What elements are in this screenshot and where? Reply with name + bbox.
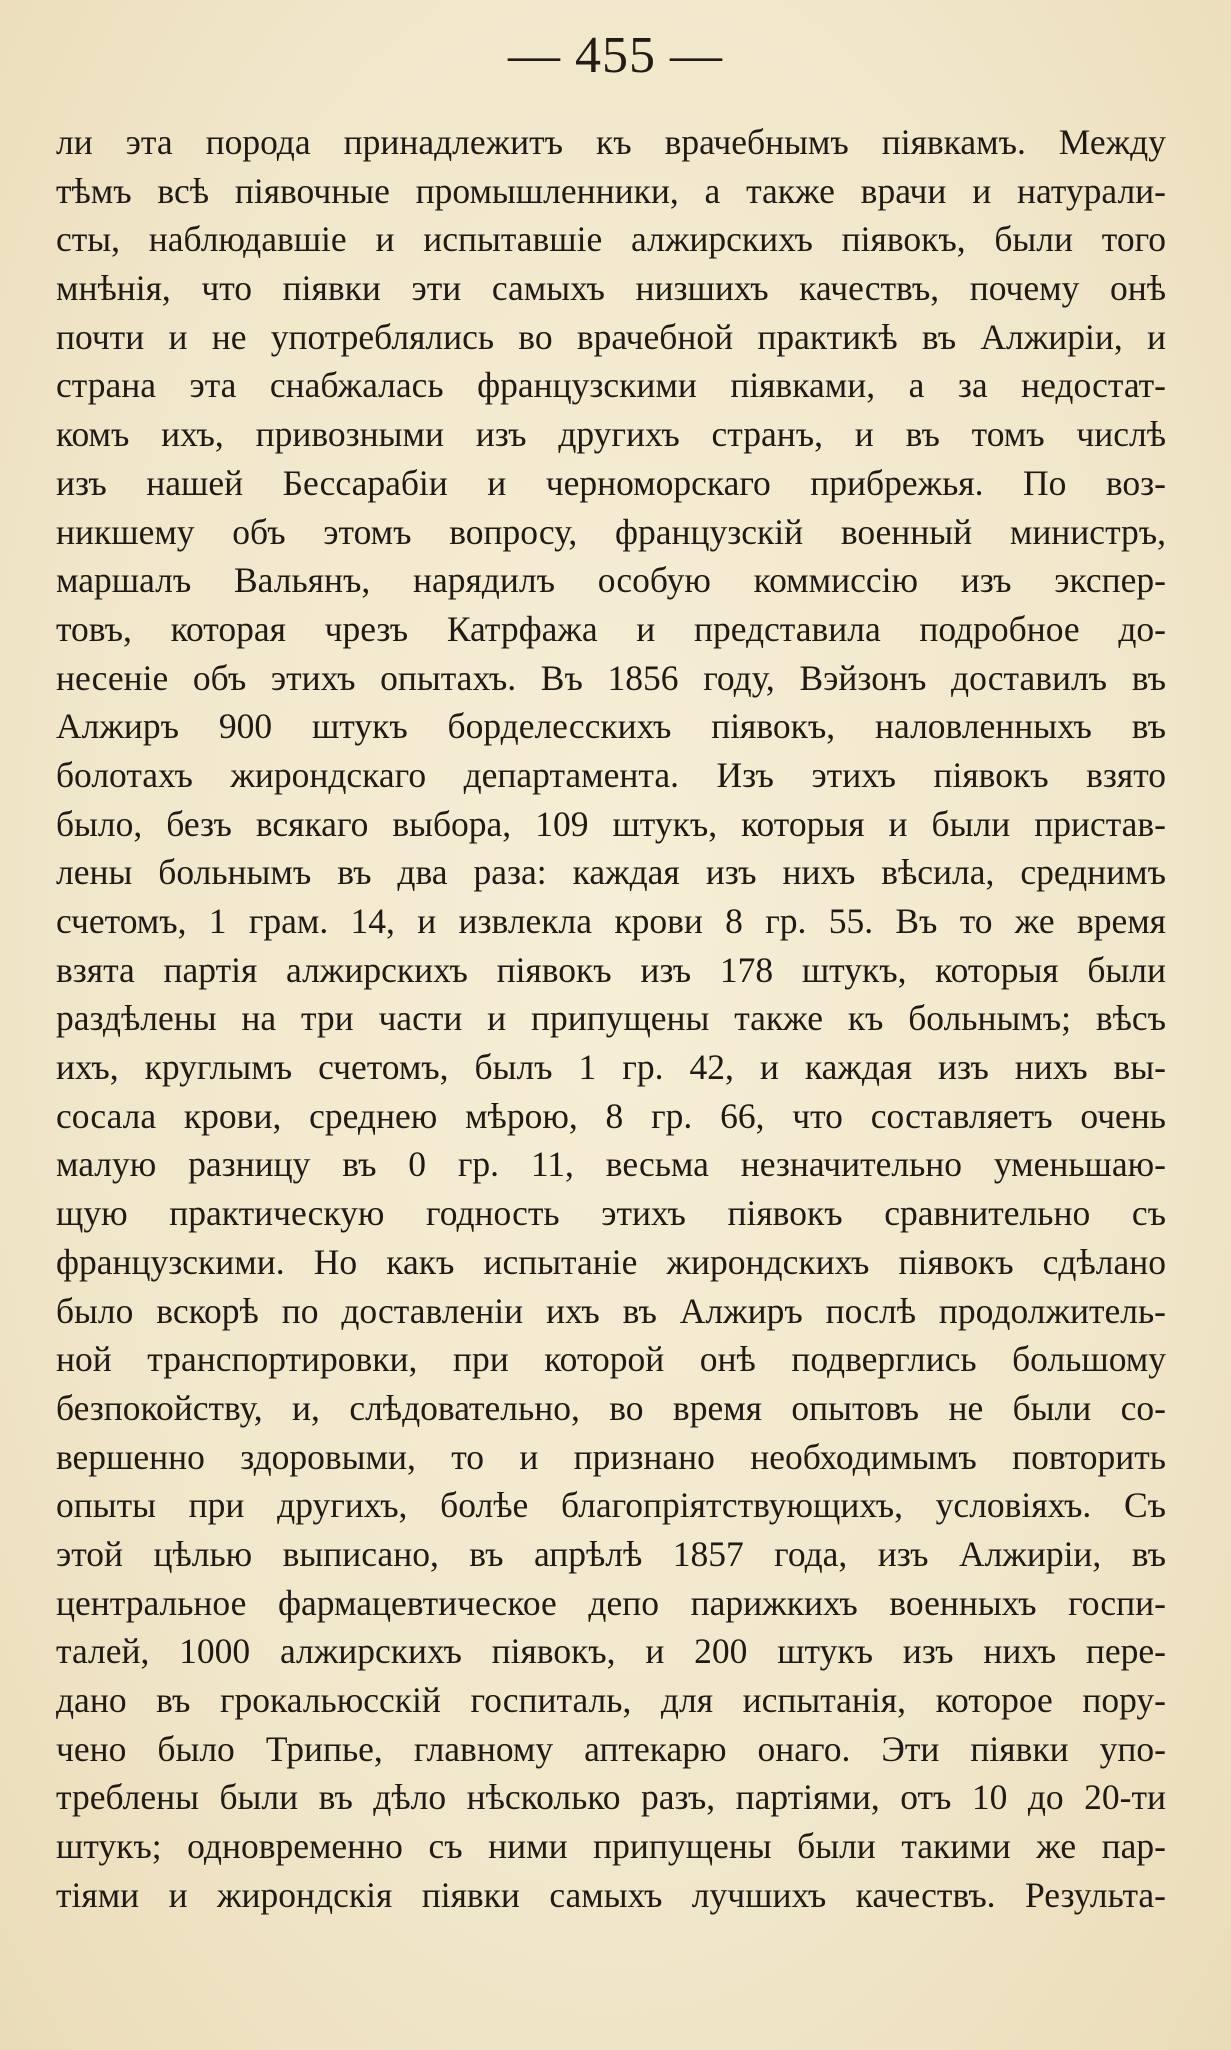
- text-line: Алжиръ 900 штукъ борделесскихъ піявокъ, наловленныхъ въ: [56, 706, 1166, 747]
- text-line: было вскорѣ по доставленіи ихъ въ Алжиръ послѣ продолжитель-: [56, 1290, 1166, 1331]
- text-line: ли эта порода принадлежитъ къ врачебнымъ піявкамъ. Между: [56, 122, 1166, 162]
- text-line: было, безъ всякаго выбора, 109 штукъ, которыя и были пристав-: [56, 803, 1166, 844]
- text-line: сосала крови, среднею мѣрою, 8 гр. 66, что составляетъ очень: [56, 1095, 1166, 1136]
- text-line: никшему объ этомъ вопросу, французскій военный министръ,: [56, 511, 1166, 552]
- text-line: несеніе объ этихъ опытахъ. Въ 1856 году, Вэйзонъ доставилъ въ: [56, 657, 1166, 698]
- text-line: страна эта снабжалась французскими піявками, а за недостат-: [56, 365, 1166, 406]
- text-line: малую разницу въ 0 гр. 11, весьма незначительно уменьшаю-: [56, 1144, 1166, 1185]
- text-line: треблены были въ дѣло нѣсколько разъ, партіями, отъ 10 до 20-ти: [56, 1777, 1166, 1818]
- body-text: [56, 118, 1166, 1919]
- text-line: этой цѣлью выписано, въ апрѣлѣ 1857 года, изъ Алжиріи, въ: [56, 1533, 1166, 1574]
- text-line: чено было Трипье, главному аптекарю онаго. Эти піявки упо-: [56, 1728, 1166, 1769]
- text-line: тіями и жирондскія піявки самыхъ лучшихъ качествъ. Результа-: [56, 1874, 1166, 1915]
- text-line: дано въ грокальюсскій госпиталь, для испытанія, которое пору-: [56, 1680, 1166, 1720]
- text-line: щую практическую годность этихъ піявокъ сравнительно съ: [56, 1193, 1166, 1234]
- text-line: безпокойству, и, слѣдовательно, во время опытовъ не были со-: [56, 1387, 1166, 1428]
- text-line: маршалъ Вальянъ, нарядилъ особую коммиссію изъ экспер-: [56, 560, 1166, 601]
- page-number: — 455 —: [508, 27, 723, 84]
- text-line: почти и не употреблялись во врачебной практикѣ въ Алжиріи, и: [56, 316, 1166, 357]
- text-line: ихъ, круглымъ счетомъ, былъ 1 гр. 42, и каждая изъ нихъ вы-: [56, 1047, 1166, 1088]
- text-line: тѣмъ всѣ піявочные промышленники, а также врачи и натурали-: [56, 170, 1166, 211]
- text-line: французскими. Но какъ испытаніе жирондскихъ піявокъ сдѣлано: [56, 1241, 1166, 1282]
- text-line: сты, наблюдавшіе и испытавшіе алжирскихъ піявокъ, были того: [56, 219, 1166, 260]
- text-line: лены больнымъ въ два раза: каждая изъ нихъ вѣсила, среднимъ: [56, 852, 1166, 893]
- text-line: взята партія алжирскихъ піявокъ изъ 178 штукъ, которыя были: [56, 949, 1166, 990]
- text-line: раздѣлены на три части и припущены также къ больнымъ; вѣсъ: [56, 998, 1166, 1039]
- text-line: изъ нашей Бессарабіи и черноморскаго прибрежья. По воз-: [56, 462, 1166, 503]
- text-line: опыты при другихъ, болѣе благопріятствующихъ, условіяхъ. Съ: [56, 1485, 1166, 1526]
- text-line: штукъ; одновременно съ ними припущены были такими же пар-: [56, 1826, 1166, 1867]
- text-line: вершенно здоровыми, то и признано необходимымъ повторить: [56, 1436, 1166, 1477]
- text-line: болотахъ жирондскаго департамента. Изъ этихъ піявокъ взято: [56, 754, 1166, 795]
- text-line: комъ ихъ, привозными изъ другихъ странъ, и въ томъ числѣ: [56, 414, 1166, 455]
- text-line: мнѣнія, что піявки эти самыхъ низшихъ качествъ, почему онѣ: [56, 268, 1166, 309]
- text-line: центральное фармацевтическое депо парижкихъ военныхъ госпи-: [56, 1582, 1166, 1623]
- text-line: товъ, которая чрезъ Катрфажа и представила подробное до-: [56, 608, 1166, 649]
- text-line: счетомъ, 1 грам. 14, и извлекла крови 8 гр. 55. Въ то же время: [56, 901, 1166, 941]
- text-line: ной транспортировки, при которой онѣ подверглись большому: [56, 1339, 1166, 1380]
- text-line: талей, 1000 алжирскихъ піявокъ, и 200 штукъ изъ нихъ пере-: [56, 1631, 1166, 1672]
